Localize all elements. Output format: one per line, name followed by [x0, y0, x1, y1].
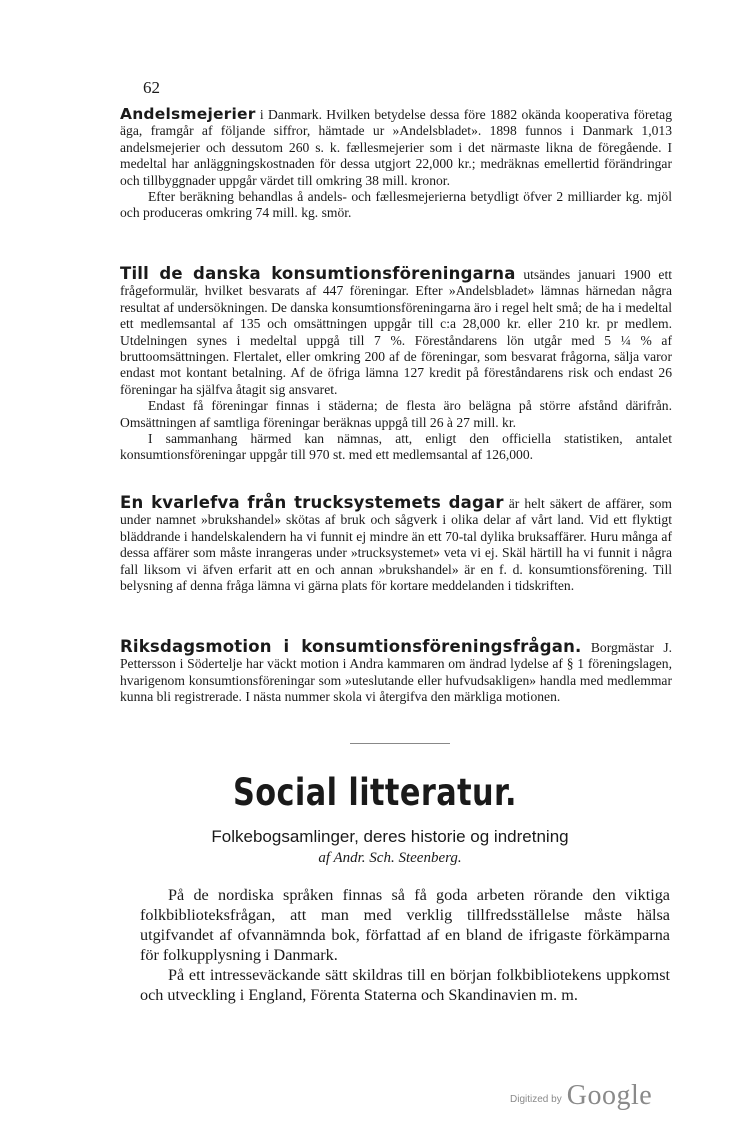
- section-riksdagsmotion: [120, 639, 672, 706]
- digitized-watermark: [510, 1080, 652, 1112]
- section-konsumtionsforeningarna: [120, 266, 672, 464]
- digitized-label: Digitized by: [510, 1094, 562, 1105]
- paragraph: Efter beräkning behandlas å andels- och fællesmejerierna betydligt öfver 2 milliarder kg. mjöl och produceras omkring 74 mill. kg. smör.: [120, 189, 672, 221]
- paragraph: En kvarlefva från trucksystemets dagar är helt säkert de affärer, som under namnet »brukshandel» skötas af bruk och sågverk i olika delar af vårt land. Vid ett flyktigt bläddrande i handelskalendern ha vi funnit ej mindre än ett 70-tal dylika bruksaffärer. Huru många af dessa affärer som måste inrangeras under »trucksystemet» veta vi ej. Skäl härtill ha vi funnit i några fall liksom vi äfven erfarit att en och annan »brukshandel» är en f. d. konsumtionsförening. Till belysning af denna fråga lämna vi gärna plats för kortare meddelanden i tidskriften.: [120, 493, 672, 594]
- book-author: af Andr. Sch. Steenberg.: [318, 850, 462, 866]
- google-logo: Google: [566, 1080, 653, 1111]
- social-litteratur-title: Social litteratur.: [232, 771, 517, 814]
- paragraph: Endast få föreningar finnas i städerna; de flesta äro belägna på större afstånd därifrån. Omsättningen af samtliga föreningar beräknas uppgå till 26 à 27 mill. kr.: [120, 398, 672, 430]
- review-text: [140, 885, 670, 1005]
- section-trucksystemet: [120, 495, 672, 594]
- page-number: 62: [143, 78, 160, 97]
- section-divider: [350, 743, 450, 744]
- paragraph: Riksdagsmotion i konsumtionsföreningsfrågan. Borgmästar J. Pettersson i Södertelje har väckt motion i Andra kammaren om ändrad lydelse af § 1 föreningslagen, hvarigenom konsumtionsföreningar som »uteslutande eller hufvudsakligen» handla med medlemmar kunna bli registrerade. I nästa nummer skola vi återgifva den märkliga motionen.: [120, 637, 673, 705]
- section-heading: En kvarlefva från trucksystemets dagar: [120, 493, 504, 512]
- paragraph: Till de danska konsumtionsföreningarna utsändes januari 1900 ett frågeformulär, hvilket besvarats af 447 föreningar. Efter »Andelsbladet» lämnas härnedan några resultat af undersökningen. De danska konsumtionsföreningarna äro i regel helt små; de ha i medeltal ett medlemsantal af 135 och omsättningen uppgår till c:a 28,000 kr. eller 210 kr. pr medlem. Utdelningen synes i medeltal uppgå till 7 %. Föreståndarens lön utgår med 5 ¼ % af bruttoomsättningen. Flertalet, eller omkring 200 af de föreningar, som besvarat frågorna, sälja varor endast mot kontant betalning. Af de öfriga lämna 127 kredit på föreståndarens risk och endast 26 föreningar ha själfva åtagit sig ansvaret.: [120, 264, 673, 397]
- section-heading: Till de danska konsumtionsföreningarna: [120, 264, 516, 283]
- section-andelsmejerier: [120, 106, 672, 222]
- paragraph: I sammanhang härmed kan nämnas, att, enligt den officiella statistiken, antalet konsumtionsföreningar uppgår till 970 st. med ett medlemsantal af 126,000.: [120, 431, 672, 463]
- section-heading: Andelsmejerier: [120, 105, 256, 123]
- paragraph: På ett intresseväckande sätt skildras till en början folkbibliotekens uppkomst och utveckling i England, Förenta Staterna och Skandinavien m. m.: [140, 966, 670, 1004]
- paragraph: Andelsmejerier i Danmark. Hvilken betydelse dessa före 1882 okända kooperativa företag äga, framgår af följande siffror, hämtade ur »Andelsbladet». 1898 funnos i Danmark 1,013 andelsmejerier och dessutom 260 s. k. fællesmejerier som i det närmaste likna de föregående. I medeltal har anläggningskostnaden för dessa utgjort 22,000 kr.; medräknas emellertid förändringar och tillbyggnader uppgår värdet till omkring 38 mill. kronor.: [120, 105, 672, 188]
- section-heading: Riksdagsmotion i konsumtionsföreningsfrågan.: [120, 637, 582, 656]
- book-title: Folkebogsamlinger, deres historie og indretning: [211, 827, 569, 846]
- paragraph: På de nordiska språken finnas så få goda arbeten rörande den viktiga folkbiblioteksfrågan, att man med verklig tillfredsställelse måste hälsa utgifvandet af ofvannämnda bok, författad af en bland de ifrigaste förkämparna för folkupplysning i Danmark.: [140, 886, 670, 964]
